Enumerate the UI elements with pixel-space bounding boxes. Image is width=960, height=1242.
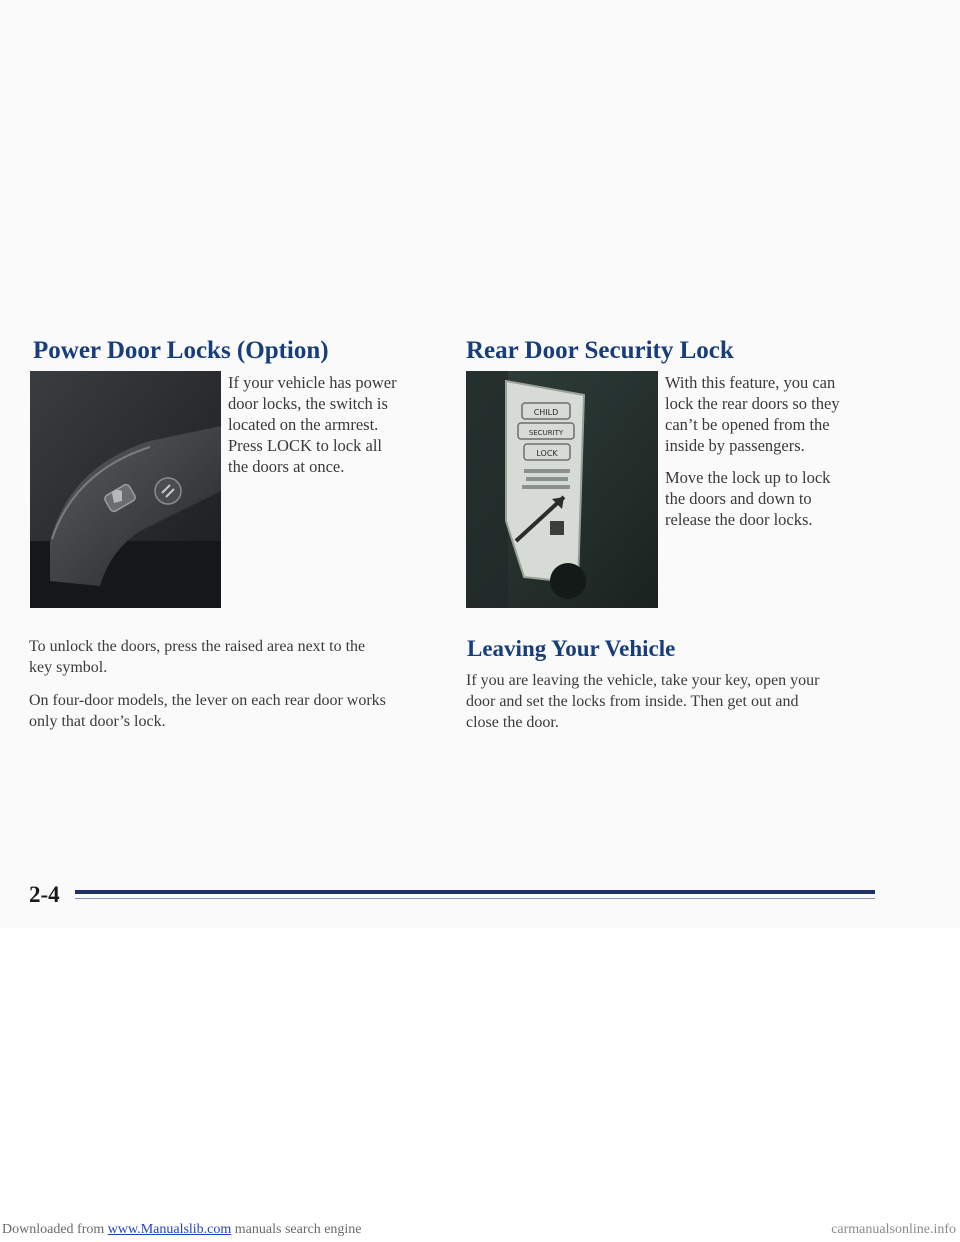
security-label-text: SECURITY — [528, 429, 564, 437]
security-lock-description: With this feature, you can lock the rear doors so they can’t be opened from the inside by passengers. Move the lock up to lock the doors and down to release the door locks. — [665, 373, 840, 529]
leaving-your-vehicle-heading: Leaving Your Vehicle — [467, 636, 676, 661]
footer-rule-thick — [75, 890, 875, 894]
leaving-vehicle-text: If you are leaving the vehicle, take your key, open your door and set the locks from inside. Then get out and close the door. — [466, 672, 820, 731]
unlock-instructions — [29, 636, 429, 744]
child-security-lock-photo — [466, 371, 658, 608]
power-lock-switch-photo — [30, 371, 221, 608]
unlock-paragraph: To unlock the doors, press the raised area next to the key symbol. — [29, 638, 366, 676]
download-footer — [0, 1220, 960, 1242]
four-door-paragraph: On four-door models, the lever on each rear door works only that door’s lock. — [29, 692, 386, 730]
power-locks-description: If your vehicle has power door locks, the switch is located on the armrest. Press LOCK to lock all the doors at once. — [228, 373, 397, 476]
watermark-text: carmanualsonline.info — [831, 1222, 956, 1237]
page-number: 2-4 — [29, 882, 60, 907]
footer-rule-thin — [75, 898, 875, 899]
rear-door-security-lock-heading: Rear Door Security Lock — [466, 337, 734, 364]
lock-label-text: LOCK — [536, 449, 558, 458]
child-label-text: CHILD — [533, 408, 559, 417]
manualslib-link[interactable]: www.Manualslib.com — [107, 1222, 232, 1237]
power-door-locks-heading: Power Door Locks (Option) — [33, 337, 329, 364]
download-source-text: Downloaded from www.Manualslib.com manuals search engine — [2, 1222, 362, 1237]
